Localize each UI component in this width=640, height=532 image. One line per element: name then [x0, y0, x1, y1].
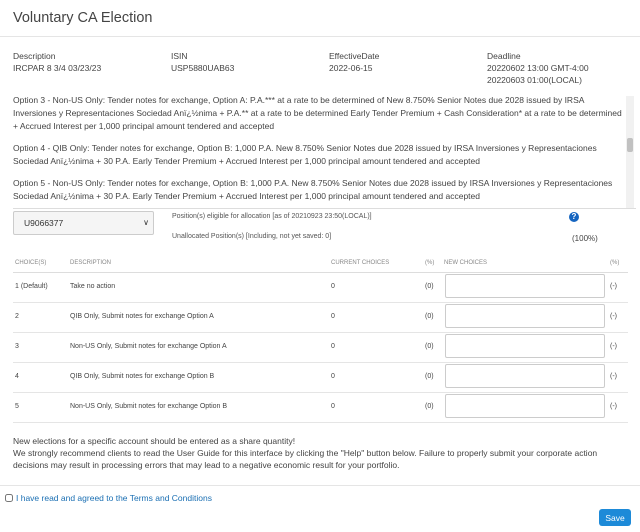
new-choice-input[interactable]: [445, 274, 605, 298]
effective-date-info: [329, 50, 379, 74]
scrollbar-thumb[interactable]: [627, 138, 633, 152]
table-row: [13, 332, 628, 363]
description-label: Description: [13, 51, 56, 61]
description-info: [13, 50, 101, 74]
current-percent: (0): [425, 403, 434, 410]
footer-divider: [0, 485, 640, 486]
current-choice: 0: [331, 403, 335, 410]
choice-description: Take no action: [70, 283, 116, 290]
chevron-down-icon: ∨: [143, 218, 149, 227]
isin-value: USP5880UAB63: [171, 63, 235, 73]
dialog-title: Voluntary CA Election: [13, 10, 153, 26]
current-percent: (0): [425, 373, 434, 380]
option-5-text: Option 5 - Non-US Only: Tender notes for exchange, Option B: 1,000 P.A. New 8.750% Senior Notes due 2028 issued by IRSA Inversiones y Representaciones Sociedad Anï¿½nima + 30 P.A. Early Tender Premium + Accrued Interest per 1,000 principal amount tendered and accepted: [13, 178, 613, 201]
terms-checkbox[interactable]: [5, 494, 13, 502]
choice-number: 4: [15, 373, 19, 380]
choice-number: 3: [15, 343, 19, 350]
current-choice: 0: [331, 283, 335, 290]
choice-number: 1 (Default): [15, 283, 48, 290]
table-row: [13, 302, 628, 333]
header-current-choices: CURRENT CHOICES: [331, 260, 390, 266]
new-choice-input[interactable]: [445, 364, 605, 388]
terms-link[interactable]: I have read and agreed to the Terms and Conditions: [16, 493, 212, 503]
new-percent: (-): [610, 403, 617, 410]
deadline-label: Deadline: [487, 51, 521, 61]
new-percent: (-): [610, 343, 617, 350]
header-new-percent: (%): [610, 260, 620, 266]
choice-description: Non-US Only, Submit notes for exchange Option A: [70, 343, 227, 350]
isin-info: [171, 50, 234, 74]
choice-number: 2: [15, 313, 19, 320]
current-percent: (0): [425, 343, 434, 350]
choice-description: QIB Only, Submit notes for exchange Option A: [70, 313, 214, 320]
account-select[interactable]: [13, 211, 154, 235]
scrollbar[interactable]: [626, 96, 634, 208]
help-icon[interactable]: ?: [569, 212, 579, 222]
new-percent: (-): [610, 373, 617, 380]
table-row: [13, 272, 628, 303]
current-choice: 0: [331, 373, 335, 380]
options-scroll-box[interactable]: [13, 96, 636, 209]
effective-date-value: 2022-06-15: [329, 63, 373, 73]
option-3-text: Option 3 - Non-US Only: Tender notes for exchange, Option A: P.A.*** at a rate to be determined of New 8.750% Senior Notes due 2028 issued by IRSA Inversiones y Representaciones Sociedad Anï¿½nima + P.A.** at a rate to be determined Early Tender Premium + Cash Consideration* at a rate to be determined + Accrued Interest per 1,000 principal amount tendered and accepted: [13, 96, 622, 131]
save-button[interactable]: Save: [599, 509, 631, 526]
choice-number: 5: [15, 403, 19, 410]
choice-description: QIB Only, Submit notes for exchange Option B: [70, 373, 215, 380]
notes-user-guide: We strongly recommend clients to read the User Guide for this interface by clicking the "Help" button below. Failure to properly submit your corporate action decisions may result in processing errors that may lead to a negative economic result for your portfolio.: [13, 448, 598, 470]
new-choice-input[interactable]: [445, 304, 605, 328]
notes: [13, 435, 628, 471]
description-value: IRCPAR 8 3/4 03/23/23: [13, 63, 102, 73]
new-percent: (-): [610, 313, 617, 320]
unallocated-positions-label: Unallocated Position(s) [Including, not yet saved: 0]: [172, 233, 332, 240]
terms-checkbox-label[interactable]: [4, 493, 212, 503]
current-choice: 0: [331, 313, 335, 320]
option-4-text: Option 4 - QIB Only: Tender notes for exchange, Option B: 1,000 P.A. New 8.750% Senior Notes due 2028 issued by IRSA Inversiones y Representaciones Sociedad Anï¿½nima + 30 P.A. Early Tender Premium + Accrued Interest per 1,000 principal amount tendered and accepted: [13, 143, 597, 166]
current-choice: 0: [331, 343, 335, 350]
table-row: [13, 392, 628, 423]
deadline-value-gmt: 20220602 13:00 GMT-4:00: [487, 63, 589, 73]
eligible-positions-label: Position(s) eligible for allocation [as of 20210923 23:50(LOCAL)]: [172, 213, 372, 220]
header-percent: (%): [425, 260, 435, 266]
new-percent: (-): [610, 283, 617, 290]
deadline-value-local: 20220603 01:00(LOCAL): [487, 75, 582, 85]
new-choice-input[interactable]: [445, 394, 605, 418]
dialog-header: [0, 0, 640, 37]
notes-share-quantity: New elections for a specific account should be entered as a share quantity!: [13, 436, 296, 446]
current-percent: (0): [425, 283, 434, 290]
header-choice: CHOICE(S): [15, 260, 47, 266]
allocation-percent: (100%): [572, 234, 598, 243]
deadline-info: [487, 50, 589, 86]
table-row: [13, 362, 628, 393]
effective-date-label: EffectiveDate: [329, 51, 380, 61]
account-select-value: U9066377: [24, 218, 64, 228]
new-choice-input[interactable]: [445, 334, 605, 358]
header-description: DESCRIPTION: [70, 260, 112, 266]
choice-description: Non-US Only, Submit notes for exchange Option B: [70, 403, 228, 410]
isin-label: ISIN: [171, 51, 188, 61]
current-percent: (0): [425, 313, 434, 320]
header-new-choices: NEW CHOICES: [444, 260, 488, 266]
